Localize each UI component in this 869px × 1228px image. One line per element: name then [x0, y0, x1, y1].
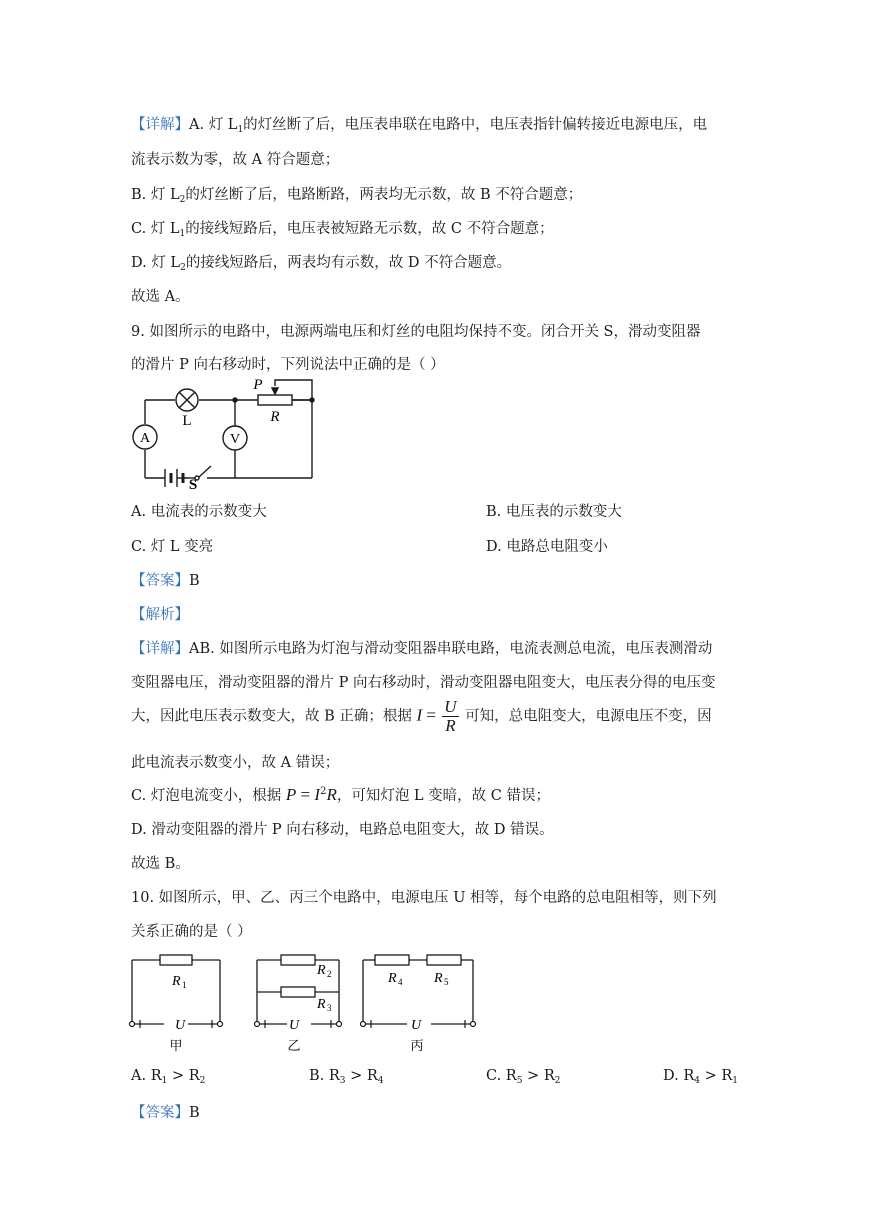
q9-option-d: D. 电路总电阻变小 [486, 539, 608, 555]
lamp-symbol [176, 389, 198, 411]
svg-text:5: 5 [444, 977, 449, 987]
label-A: A [139, 431, 151, 446]
svg-text:U: U [411, 1018, 422, 1033]
label-L: L [182, 413, 192, 429]
detail-line-2: 流表示数为零，故 A 符合题意； [131, 152, 340, 168]
svg-text:U: U [289, 1018, 300, 1033]
rheostat-symbol [233, 380, 314, 405]
svg-text:U: U [175, 1018, 186, 1033]
q10-option-b: B. $R_3 > R_4$ [309, 1068, 384, 1086]
svg-text:R: R [317, 997, 326, 1012]
q10-circuit-jia [126, 952, 226, 1058]
q9-option-c: C. 灯 L 变亮 [131, 539, 214, 555]
q9-detail-line-3: 大，因此电压表示数变大，故 B 正确；根据 I = $\frac{U}{R}$ 可知，总电阻变大，电源电压不变，因 [131, 697, 712, 735]
q10-option-d: D. $R_4 > R_1$ [663, 1068, 739, 1086]
q10-option-c: C. $R_5 > R_2$ [486, 1068, 561, 1086]
detail-tag: 【详解】 [131, 117, 189, 133]
q9-conclusion: 故选 B。 [131, 856, 190, 872]
label-R: R [270, 409, 280, 425]
q9-stem-line-2: 的滑片 P 向右移动时，下列说法中正确的是（ ） [131, 357, 445, 373]
label-V: V [229, 432, 241, 447]
resistor-r1 [160, 955, 192, 965]
svg-text:甲: 甲 [169, 1038, 183, 1053]
q9-detail-line-4: 此电流表示数变小，故 A 错误； [131, 755, 340, 771]
q10-answer-line: 【答案】B [131, 1105, 200, 1121]
q9-circuit-diagram [127, 377, 327, 493]
svg-text:1: 1 [182, 980, 187, 990]
q9-detail-line-1: 【详解】AB. 如图所示电路为灯泡与滑动变阻器串联电路，电流表测总电流，电压表测滑动 [131, 641, 713, 657]
detail-line-4: C. 灯 $L_1$的接线短路后，电压表被短路无示数，故 C 不符合题意； [131, 221, 554, 239]
q10-circuit-yi [249, 952, 349, 1058]
svg-text:R: R [317, 963, 326, 978]
q9-answer-line: 【答案】B [131, 573, 200, 589]
q9-option-a: A. 电流表的示数变大 [131, 504, 267, 520]
detail-line-1: 【详解】A. 灯 $L_1$的灯丝断了后，电压表串联在电路中，电压表指针偏转接近电源电压，电 [131, 117, 708, 135]
svg-text:4: 4 [398, 977, 403, 987]
q9-circuit-svg [127, 377, 327, 489]
detail-line-5: D. 灯 $L_2$的接线短路后，两表均有示数，故 D 不符合题意。 [131, 255, 512, 273]
resistor-r5 [427, 955, 461, 965]
q10-stem-line-1: 10. 如图所示，甲、乙、丙三个电路中，电源电压 U 相等，每个电路的总电阻相等，则下列 [131, 890, 717, 906]
detail-line-3: B. 灯 $L_2$的灯丝断了后，电路断路，两表均无示数，故 B 不符合题意； [131, 187, 583, 205]
conclusion-line: 故选 A。 [131, 289, 190, 305]
resistor-r2 [281, 955, 315, 965]
svg-text:R: R [434, 971, 443, 986]
q10-stem-line-2: 关系正确的是（ ） [131, 924, 252, 940]
label-S: S [188, 477, 198, 489]
q10-option-a: A. $R_1 > R_2$ [131, 1068, 206, 1086]
q9-analysis-tag: 【解析】 [131, 607, 189, 623]
label-P: P [253, 377, 263, 393]
formula1-lhs: I [416, 705, 423, 725]
svg-text:R: R [172, 974, 181, 989]
svg-text:2: 2 [327, 969, 332, 979]
q10-circuit-bing [357, 952, 481, 1058]
resistor-r4 [375, 955, 409, 965]
svg-text:R: R [388, 971, 397, 986]
q9-detail-line-2: 变阻器电压，滑动变阻器的滑片 P 向右移动时，滑动变阻器电阻变大，电压表分得的电压变 [131, 675, 716, 691]
q9-detail-line-6: D. 滑动变阻器的滑片 P 向右移动，电路总电阻变大，故 D 错误。 [131, 822, 554, 838]
svg-text:丙: 丙 [410, 1038, 424, 1053]
svg-text:3: 3 [327, 1003, 332, 1013]
q9-option-b: B. 电压表的示数变大 [486, 504, 622, 520]
q9-stem-line-1: 9. 如图所示的电路中，电源两端电压和灯丝的电阻均保持不变。闭合开关 S，滑动变阻器 [131, 324, 701, 340]
resistor-r3 [281, 987, 315, 997]
q9-detail-line-5: C. 灯泡电流变小，根据 $P = I^2R$，可知灯泡 L 变暗，故 C 错误； [131, 785, 550, 804]
formula1-fraction: $\frac{U}{R}$ [444, 697, 457, 735]
svg-text:乙: 乙 [287, 1038, 301, 1053]
